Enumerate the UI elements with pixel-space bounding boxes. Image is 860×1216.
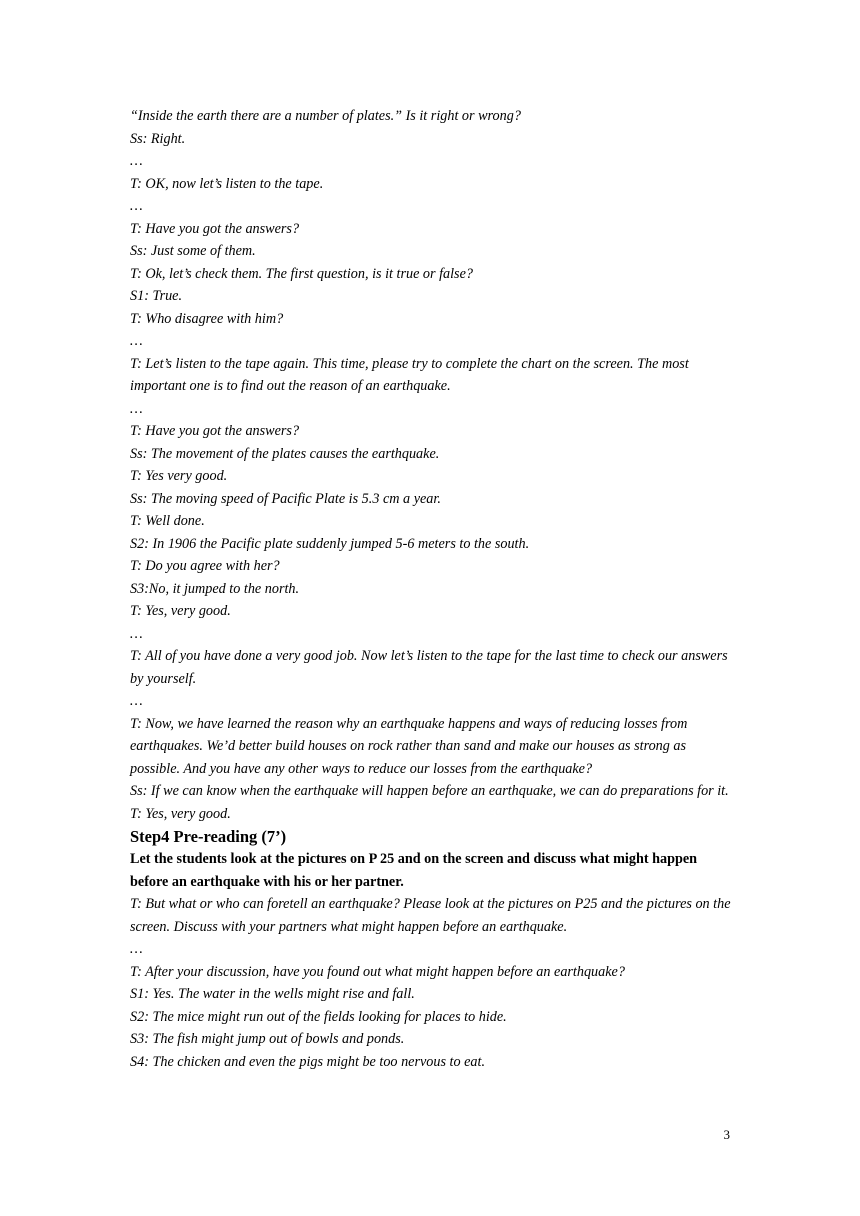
dialogue-line: T: But what or who can foretell an earthquake? Please look at the pictures on P25 and the pictures on the screen. Discuss with your partners what might happen before an earthquake. [130, 896, 731, 935]
dialogue-line: T: Let’s listen to the tape again. This time, please try to complete the chart on the screen. The most important one is to find out the reason of an earthquake. [130, 355, 689, 394]
dialogue-line: S4: The chicken and even the pigs might be too nervous to eat. [130, 1053, 485, 1070]
dialogue-line: S3:No, it jumped to the north. [130, 580, 300, 597]
dialogue-line: S2: The mice might run out of the fields looking for places to hide. [130, 1008, 507, 1025]
dialogue-line: S1: Yes. The water in the wells might rise and fall. [130, 986, 415, 1002]
dialogue-line: Ss: If we can know when the earthquake will happen before an earthquake, we can do preparations for it. [130, 783, 729, 799]
dialogue-line: “Inside the earth there are a number of plates.” Is it right or wrong? [130, 108, 521, 124]
dialogue-line: … [130, 198, 143, 214]
dialogue-line: T: All of you have done a very good job. Now let’s listen to the tape for the last time to check our answers by yourself. [130, 648, 728, 687]
dialogue-line: … [130, 693, 143, 709]
dialogue-line: T: After your discussion, have you found out what might happen before an earthquake? [130, 963, 625, 980]
dialogue-line: … [130, 941, 143, 957]
dialogue-section-bottom [130, 893, 735, 1073]
dialogue-line: T: Have you got the answers? [130, 220, 300, 237]
dialogue-line: T: Do you agree with her? [130, 558, 280, 574]
dialogue-line: Ss: The moving speed of Pacific Plate is 5.3 cm a year. [130, 490, 441, 507]
dialogue-line: T: Now, we have learned the reason why an earthquake happens and ways of reducing losses from earthquakes. We’d better build houses on rock rather than sand and make our houses as strong as possible. And you have any other ways to reduce our losses from the earthquake? [130, 715, 688, 777]
dialogue-line: T: Yes very good. [130, 468, 228, 484]
instruction-paragraph: Let the students look at the pictures on P 25 and on the screen and discuss what might happen before an earthquake with his or her partner. [130, 851, 698, 890]
dialogue-line: … [130, 625, 143, 642]
dialogue-line: S3: The fish might jump out of bowls and ponds. [130, 1031, 405, 1047]
dialogue-line: Ss: The movement of the plates causes the earthquake. [130, 445, 440, 462]
dialogue-line: S2: In 1906 the Pacific plate suddenly jumped 5-6 meters to the south. [130, 535, 530, 552]
dialogue-section-top [130, 105, 735, 825]
page-content [130, 105, 735, 1073]
page-number: 3 [723, 1127, 730, 1142]
dialogue-line: T: OK, now let’s listen to the tape. [130, 175, 324, 192]
dialogue-line: T: Well done. [130, 513, 205, 529]
dialogue-line: S1: True. [130, 288, 183, 304]
dialogue-line: T: Who disagree with him? [130, 310, 284, 327]
dialogue-line: T: Yes, very good. [130, 603, 231, 619]
dialogue-line: T: Ok, let’s check them. The first question, is it true or false? [130, 265, 473, 282]
dialogue-line: Ss: Just some of them. [130, 243, 256, 259]
dialogue-line: … [130, 333, 143, 349]
dialogue-line: … [130, 153, 143, 169]
dialogue-line: T: Have you got the answers? [130, 423, 300, 439]
dialogue-line: … [130, 400, 143, 417]
dialogue-line: Ss: Right. [130, 130, 186, 147]
section-heading: Step4 Pre-reading (7’) [130, 827, 287, 846]
dialogue-line: T: Yes, very good. [130, 805, 231, 822]
